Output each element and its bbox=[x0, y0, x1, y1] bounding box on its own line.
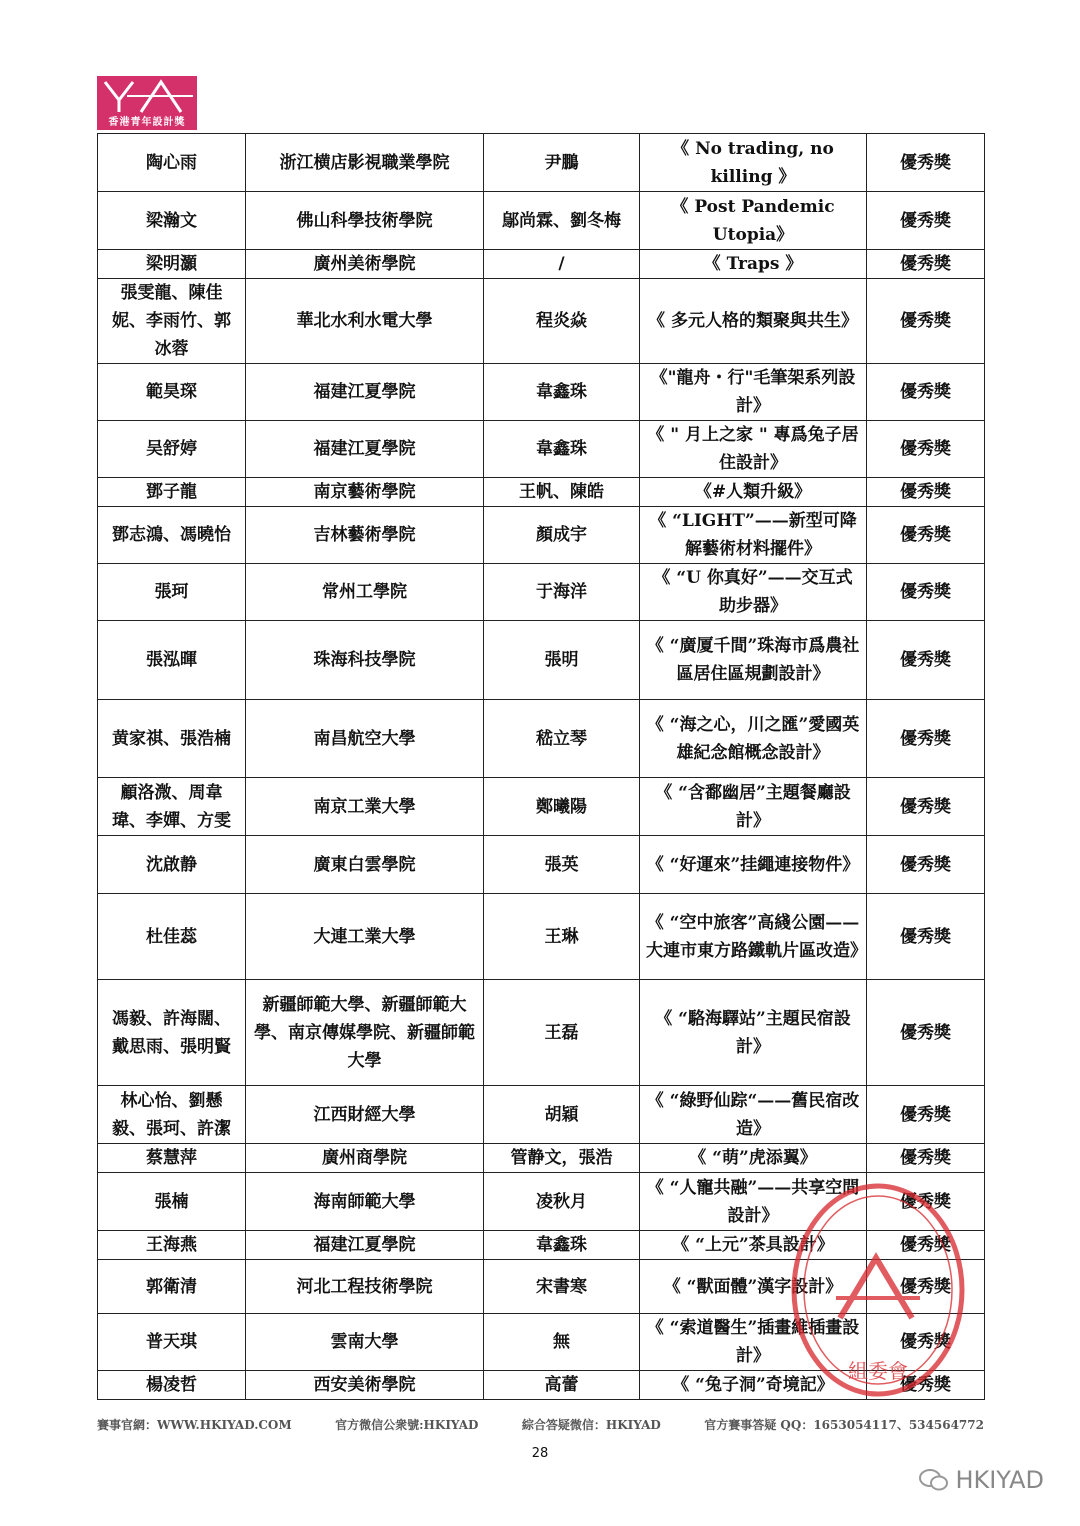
cell-tutor: 顏成宇 bbox=[484, 507, 640, 564]
footer-wechat: 官方微信公衆號:HKIYAD bbox=[335, 1418, 479, 1432]
cell-work: 《 Post Pandemic Utopia》 bbox=[640, 192, 867, 250]
cell-tutor: 凌秋月 bbox=[484, 1173, 640, 1231]
cell-work: 《 “好運來”挂繩連接物件》 bbox=[640, 836, 867, 894]
wechat-watermark bbox=[919, 1466, 1044, 1494]
cell-tutor: 鄔尚霖、劉冬梅 bbox=[484, 192, 640, 250]
watermark-text: HKIYAD bbox=[955, 1466, 1044, 1494]
cell-school: 大連工業大學 bbox=[246, 894, 484, 980]
cell-student: 梁瀚文 bbox=[98, 192, 246, 250]
cell-work: 《"龍舟・行"毛筆架系列設計》 bbox=[640, 364, 867, 421]
cell-tutor: 胡穎 bbox=[484, 1086, 640, 1144]
cell-award: 優秀獎 bbox=[867, 894, 985, 980]
cell-student: 顧洛溦、周韋瑋、李嬋、方雯 bbox=[98, 778, 246, 836]
table-row bbox=[98, 778, 985, 836]
cell-award: 優秀獎 bbox=[867, 1173, 985, 1231]
cell-school: 南京藝術學院 bbox=[246, 478, 484, 507]
seal-text: 組委會 bbox=[848, 1359, 908, 1383]
cell-student: 張楠 bbox=[98, 1173, 246, 1231]
cell-student: 鄧子龍 bbox=[98, 478, 246, 507]
cell-student: 黄家祺、張浩楠 bbox=[98, 700, 246, 778]
table-row bbox=[98, 621, 985, 700]
cell-award: 優秀獎 bbox=[867, 778, 985, 836]
cell-tutor: 韋鑫珠 bbox=[484, 421, 640, 478]
table-row bbox=[98, 134, 985, 192]
cell-school: 廣東白雲學院 bbox=[246, 836, 484, 894]
cell-award: 優秀獎 bbox=[867, 192, 985, 250]
table-row bbox=[98, 421, 985, 478]
cell-work: 《 “綠野仙踪“——舊民宿改造》 bbox=[640, 1086, 867, 1144]
cell-work: 《 “上元”茶具設計》 bbox=[640, 1231, 867, 1260]
table-row bbox=[98, 894, 985, 980]
cell-school: 河北工程技術學院 bbox=[246, 1260, 484, 1314]
cell-work: 《 多元人格的類聚與共生》 bbox=[640, 279, 867, 364]
awards-table bbox=[97, 133, 985, 1400]
cell-award: 優秀獎 bbox=[867, 364, 985, 421]
cell-work: 《 " 月上之家 " 專爲兔子居住設計》 bbox=[640, 421, 867, 478]
cell-school: 西安美術學院 bbox=[246, 1371, 484, 1400]
cell-tutor: 王帆、陳皓 bbox=[484, 478, 640, 507]
cell-award: 優秀獎 bbox=[867, 1144, 985, 1173]
table-row bbox=[98, 279, 985, 364]
cell-school: 江西財經大學 bbox=[246, 1086, 484, 1144]
cell-work: 《 “人寵共融”——共享空間設計》 bbox=[640, 1173, 867, 1231]
cell-school: 海南師範大學 bbox=[246, 1173, 484, 1231]
table-row bbox=[98, 980, 985, 1086]
footer-consult: 綜合答疑微信：HKIYAD bbox=[521, 1418, 661, 1432]
table-row bbox=[98, 250, 985, 279]
cell-tutor: 程炎焱 bbox=[484, 279, 640, 364]
table-row bbox=[98, 1144, 985, 1173]
table-row bbox=[98, 836, 985, 894]
cell-award: 優秀獎 bbox=[867, 1260, 985, 1314]
cell-school: 福建江夏學院 bbox=[246, 421, 484, 478]
table-row bbox=[98, 507, 985, 564]
cell-award: 優秀獎 bbox=[867, 836, 985, 894]
table-row bbox=[98, 1260, 985, 1314]
cell-school: 廣州商學院 bbox=[246, 1144, 484, 1173]
cell-school: 吉林藝術學院 bbox=[246, 507, 484, 564]
wechat-icon bbox=[919, 1468, 949, 1492]
cell-work: 《 “LIGHT”——新型可降解藝術材料擺件》 bbox=[640, 507, 867, 564]
cell-award: 優秀獎 bbox=[867, 621, 985, 700]
cell-student: 範昊琛 bbox=[98, 364, 246, 421]
cell-tutor: 韋鑫珠 bbox=[484, 364, 640, 421]
cell-student: 王海燕 bbox=[98, 1231, 246, 1260]
cell-award: 優秀獎 bbox=[867, 700, 985, 778]
table-row bbox=[98, 1231, 985, 1260]
cell-tutor: 張明 bbox=[484, 621, 640, 700]
footer-site: 賽事官網：WWW.HKIYAD.COM bbox=[97, 1418, 292, 1432]
table-row bbox=[98, 192, 985, 250]
cell-tutor: 張英 bbox=[484, 836, 640, 894]
cell-tutor: 韋鑫珠 bbox=[484, 1231, 640, 1260]
cell-school: 廣州美術學院 bbox=[246, 250, 484, 279]
cell-work: 《#人類升級》 bbox=[640, 478, 867, 507]
cell-student: 馮毅、許海闊、戴思雨、張明賢 bbox=[98, 980, 246, 1086]
cell-tutor: 管静文，張浩 bbox=[484, 1144, 640, 1173]
table-row bbox=[98, 564, 985, 621]
competition-logo bbox=[97, 76, 197, 130]
cell-school: 雲南大學 bbox=[246, 1314, 484, 1371]
cell-award: 優秀獎 bbox=[867, 421, 985, 478]
cell-school: 南昌航空大學 bbox=[246, 700, 484, 778]
cell-student: 杜佳蕊 bbox=[98, 894, 246, 980]
cell-school: 新疆師範大學、新疆師範大學、南京傳媒學院、新疆師範大學 bbox=[246, 980, 484, 1086]
cell-tutor: 王琳 bbox=[484, 894, 640, 980]
page-footer bbox=[97, 1416, 984, 1433]
cell-student: 吴舒婷 bbox=[98, 421, 246, 478]
cell-work: 《 “海之心，川之匯”愛國英雄紀念館概念設計》 bbox=[640, 700, 867, 778]
cell-award: 優秀獎 bbox=[867, 134, 985, 192]
footer-qq: 官方賽事答疑 QQ：1653054117、534564772 bbox=[704, 1418, 984, 1432]
cell-work: 《 No trading, no killing 》 bbox=[640, 134, 867, 192]
cell-tutor: 宋書寒 bbox=[484, 1260, 640, 1314]
table-row bbox=[98, 1371, 985, 1400]
cell-award: 優秀獎 bbox=[867, 478, 985, 507]
cell-tutor: 嵇立琴 bbox=[484, 700, 640, 778]
cell-student: 張珂 bbox=[98, 564, 246, 621]
cell-student: 普天琪 bbox=[98, 1314, 246, 1371]
cell-school: 南京工業大學 bbox=[246, 778, 484, 836]
cell-award: 優秀獎 bbox=[867, 1086, 985, 1144]
cell-work: 《 Traps 》 bbox=[640, 250, 867, 279]
cell-student: 沈啟静 bbox=[98, 836, 246, 894]
cell-work: 《 “獸面體”漢字設計》 bbox=[640, 1260, 867, 1314]
table-row bbox=[98, 1173, 985, 1231]
cell-award: 優秀獎 bbox=[867, 279, 985, 364]
table-row bbox=[98, 1314, 985, 1371]
cell-student: 鄧志鴻、馮曉怡 bbox=[98, 507, 246, 564]
cell-work: 《 “空中旅客”高綫公園——大連市東方路鐵軌片區改造》 bbox=[640, 894, 867, 980]
cell-school: 佛山科學技術學院 bbox=[246, 192, 484, 250]
table-row bbox=[98, 1086, 985, 1144]
cell-school: 華北水利水電大學 bbox=[246, 279, 484, 364]
cell-award: 優秀獎 bbox=[867, 507, 985, 564]
cell-tutor: 高蕾 bbox=[484, 1371, 640, 1400]
cell-work: 《 “廣厦千間”珠海市爲農社區居住區規劃設計》 bbox=[640, 621, 867, 700]
cell-tutor: 王磊 bbox=[484, 980, 640, 1086]
logo-mark bbox=[97, 76, 197, 116]
cell-student: 張雯龍、陳佳妮、李雨竹、郭冰蓉 bbox=[98, 279, 246, 364]
table-row bbox=[98, 478, 985, 507]
cell-student: 楊凌哲 bbox=[98, 1371, 246, 1400]
cell-work: 《 “兔子洞”奇境記》 bbox=[640, 1371, 867, 1400]
cell-work: 《 “駱海驛站”主題民宿設計》 bbox=[640, 980, 867, 1086]
cell-work: 《 “索道醫生”插畫維插畫設計》 bbox=[640, 1314, 867, 1371]
cell-work: 《 “萌”虎添翼》 bbox=[640, 1144, 867, 1173]
cell-award: 優秀獎 bbox=[867, 564, 985, 621]
logo-text: 香港青年設計獎 bbox=[97, 116, 197, 130]
cell-school: 浙江横店影視職業學院 bbox=[246, 134, 484, 192]
table-row bbox=[98, 700, 985, 778]
cell-tutor: 于海洋 bbox=[484, 564, 640, 621]
cell-student: 陶心雨 bbox=[98, 134, 246, 192]
cell-school: 常州工學院 bbox=[246, 564, 484, 621]
cell-work: 《 “U 你真好”——交互式助步器》 bbox=[640, 564, 867, 621]
cell-student: 蔡慧萍 bbox=[98, 1144, 246, 1173]
cell-school: 珠海科技學院 bbox=[246, 621, 484, 700]
cell-award: 優秀獎 bbox=[867, 1371, 985, 1400]
cell-work: 《 “含鄱幽居”主題餐廳設計》 bbox=[640, 778, 867, 836]
table-row bbox=[98, 364, 985, 421]
page-number: 28 bbox=[531, 1446, 549, 1461]
cell-student: 張泓暉 bbox=[98, 621, 246, 700]
cell-award: 優秀獎 bbox=[867, 1231, 985, 1260]
cell-tutor: / bbox=[484, 250, 640, 279]
cell-award: 優秀獎 bbox=[867, 980, 985, 1086]
cell-tutor: 無 bbox=[484, 1314, 640, 1371]
cell-award: 優秀獎 bbox=[867, 1314, 985, 1371]
cell-student: 林心怡、劉懸毅、張珂、許潔 bbox=[98, 1086, 246, 1144]
cell-school: 福建江夏學院 bbox=[246, 364, 484, 421]
cell-student: 郭衛清 bbox=[98, 1260, 246, 1314]
cell-student: 梁明灝 bbox=[98, 250, 246, 279]
cell-tutor: 鄭曦陽 bbox=[484, 778, 640, 836]
cell-award: 優秀獎 bbox=[867, 250, 985, 279]
cell-tutor: 尹鵬 bbox=[484, 134, 640, 192]
cell-school: 福建江夏學院 bbox=[246, 1231, 484, 1260]
